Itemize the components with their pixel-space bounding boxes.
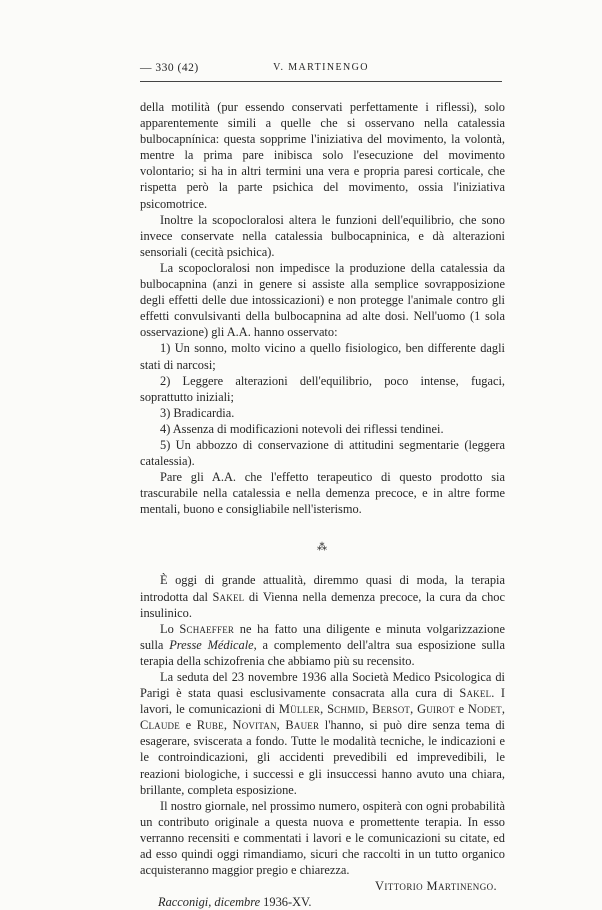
journal-title: Presse Médicale	[169, 637, 254, 652]
header-rule	[140, 81, 502, 82]
author-name: Claude	[140, 718, 180, 733]
author-name: Sakel	[459, 686, 492, 701]
list-item: 3) Bradicardia.	[160, 405, 235, 420]
author-name: Müller	[278, 702, 321, 717]
place-date: Racconigi, dicembre 1936-XV.	[158, 895, 312, 910]
paragraph: Inoltre la scopocloralosi altera le funzioni dell'equilibrio, che sono invece conservate nella catalessia bulbocapninica, e dà alterazioni sensoriali (cecità psichica).	[140, 212, 505, 259]
paragraph: della motilità (pur essendo conservati perfettamente i riflessi), solo apparentemente simili a quelle che si osservano nella catalessia bulbocapnínica: questa sopprime l'iniziativa del movimento, la volontà, mentre la prima pare inibisca solo l'esecuzione del movimento volontario; si ha in altri termini una vera e propria paresi corticale, che rispetta però la parte psichica del movimento, ossia l'iniziativa psicomotrice.	[140, 100, 505, 211]
author-name: Schaeffer	[179, 621, 235, 636]
paragraph: Pare gli A.A. che l'effetto terapeutico di questo prodotto sia trascurabile nella catalessia e nella demenza precoce, e in altre forme mentali, buono e consigliabile nell'isterismo.	[140, 470, 505, 517]
paragraph: La seduta del 23 novembre 1936 alla Società Medico Psicologica di Parigi è stata quasi esclusivamente consacrata alla cura di Sakel. I lavori, le comunicazioni di Müller, Schmid, Bersot, Guirot e Nodet, Claude e Rube, Novitan, Bauer l'hanno, si può dire senza tema di esagerare, sviscerata a fondo. Tutte le modalità tecniche, le indicazioni e le controindicazioni, gli accidenti prevedibili ed imprevedibili, le reazioni biologiche, i successi e gli insuccessi hanno avuto una chiara, brillante, completa esposizione.	[140, 670, 505, 797]
author-name: Schmid	[327, 702, 366, 717]
list-item: 4) Assenza di modificazioni notevoli dei riflessi tendinei.	[160, 421, 444, 436]
list-item: 5) Un abbozzo di conservazione di attitudini segmentarie (leggera catalessia).	[140, 437, 505, 469]
running-head	[140, 62, 502, 78]
paragraph: È oggi di grande attualità, diremmo quasi di moda, la terapia introdotta dal Sakel di Vienna nella demenza precoce, la cura da choc insulinico.	[140, 573, 505, 620]
author-name: Rube	[196, 718, 224, 733]
author-name: Novitan	[232, 718, 277, 733]
running-author: V. MARTINENGO	[273, 62, 369, 73]
article-body	[140, 99, 505, 910]
paragraph: Lo Schaeffer ne ha fatto una diligente e minuta volgarizzazione sulla Presse Médicale, a complemento dell'altra sua esposizione sulla terapia della schizofrenia che abbiamo più su recensito.	[140, 621, 505, 668]
author-name: Sakel	[212, 589, 245, 604]
paragraph: La scopocloralosi non impedisce la produzione della catalessia da bulbocapnina (anzi in genere si assiste alla semplice sovrapposizione degli effetti delle due intossicazioni) e non protegge l'animale contro gli effetti convulsivanti della bulbocapnina ad alte dosi. Nell'uomo (1 sola osservazione) gli A.A. hanno osservato:	[140, 260, 505, 340]
list-item: 1) Un sonno, molto vicino a quello fisiologico, ben differente dagli stati di narcosi;	[140, 341, 505, 372]
list-item: 2) Leggere alterazioni dell'equilibrio, poco intense, fugaci, soprattutto iniziali;	[140, 373, 505, 404]
paragraph: Il nostro giornale, nel prossimo numero, ospiterà con ogni probabilità un contributo originale a questa nuova e promettente terapia. In esso verranno recensiti e commentati i lavori e le comunicazioni su citate, ed ad esso quindi oggi rimandiamo, sicuri che raccolti in un tutto organico acquisteranno maggior pregio e chiarezza.	[140, 798, 505, 878]
author-name: Bauer	[285, 718, 320, 733]
author-name: Bersot	[372, 702, 411, 717]
author-signature: Vittorio Martinengo.	[375, 879, 497, 894]
page-number: — 330 (42)	[140, 62, 199, 74]
author-name: Nodet	[467, 702, 502, 717]
section-asterism: ⁂	[317, 542, 328, 554]
author-name: Guirot	[417, 702, 455, 717]
